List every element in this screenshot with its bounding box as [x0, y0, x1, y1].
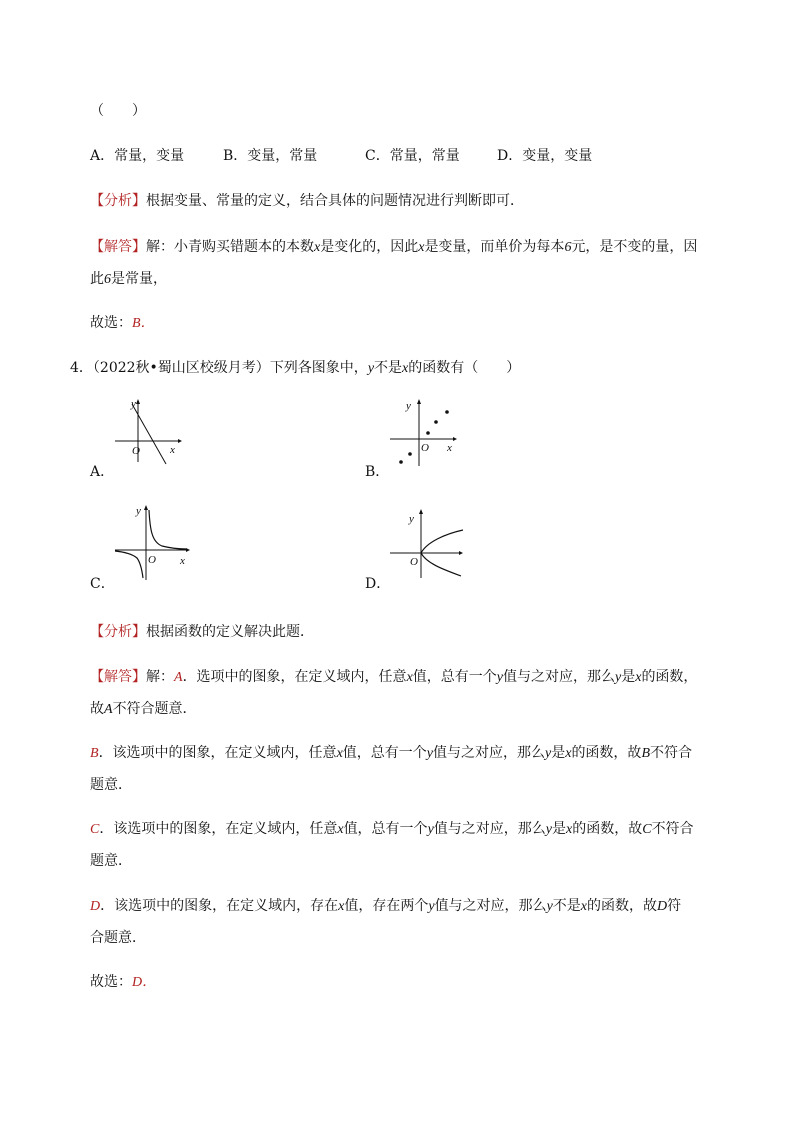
point	[399, 460, 403, 464]
q4-answer-a-line2: 故A不符合题意．	[90, 701, 197, 717]
point	[408, 452, 412, 456]
answer-tag: 【解答】	[90, 239, 146, 255]
q4-answer-b-line2: 题意．	[90, 777, 132, 793]
graph-b	[385, 396, 465, 466]
q4-answer-d-line2: 合题意．	[90, 930, 146, 946]
graph-a-label: A．	[90, 464, 115, 480]
q4-answer-a-line1: 【解答】解：A．选项中的图象，在定义域内，任意x值，总有一个y值与之对应，那么y是x的函数，	[90, 669, 698, 685]
graph-d-label: D．	[365, 576, 391, 592]
point	[434, 420, 438, 424]
answer-tag: 【解答】	[90, 669, 146, 685]
q4-analysis: 【分析】根据函数的定义解决此题．	[90, 624, 314, 640]
q4-answer-c-line1: C．该选项中的图象，在定义域内，任意x值，总有一个y值与之对应，那么y是x的函数，故C不符合	[90, 821, 694, 837]
axis-y-label: y	[136, 505, 141, 517]
q4-answer-c-line2: 题意．	[90, 853, 132, 869]
option-c: C．常量，常量	[365, 148, 460, 164]
axis-y-label: y	[131, 398, 136, 410]
option-a: A．常量，变量	[90, 148, 185, 164]
analysis-tag: 【分析】	[90, 624, 146, 640]
origin-label: O	[421, 442, 429, 454]
question-paren: （ ）	[90, 103, 146, 119]
point	[426, 431, 430, 435]
option-b: B．变量，常量	[223, 148, 318, 164]
axis-x-label: x	[170, 444, 175, 456]
axis-x-label: x	[180, 555, 185, 567]
option-d: D．变量，变量	[497, 148, 593, 164]
graph-a	[110, 396, 190, 466]
graph-d	[385, 506, 470, 582]
graph-b-label: B．	[365, 464, 390, 480]
q4-stem: 4．（2022秋•蜀山区校级月考）下列各图象中，y不是x的函数有（ ）	[70, 360, 521, 376]
axis-x-label: x	[447, 442, 452, 454]
origin-label: O	[410, 556, 418, 568]
origin-label: O	[132, 445, 140, 457]
q3-choose: 故选：B．	[90, 315, 155, 331]
q4-answer-d-line1: D．该选项中的图象，在定义域内，存在x值，存在两个y值与之对应，那么y不是x的函数，故D符	[90, 898, 682, 914]
q3-answer-line2: 此6是常量，	[90, 271, 167, 287]
q4-choose: 故选：D．	[90, 974, 157, 990]
q4-answer-b-line1: B．该选项中的图象，在定义域内，任意x值，总有一个y值与之对应，那么y是x的函数，故B不符合	[90, 745, 692, 761]
graph-c-label: C．	[90, 576, 115, 592]
origin-label: O	[148, 554, 156, 566]
q3-analysis: 【分析】根据变量、常量的定义，结合具体的问题情况进行判断即可．	[90, 193, 524, 209]
analysis-tag: 【分析】	[90, 193, 146, 209]
axis-y-label: y	[409, 513, 414, 525]
q3-answer-line1: 【解答】解：小青购买错题本的本数x是变化的，因此x是变量，而单价为每本6元，是不变的量，因	[90, 239, 698, 255]
graph-c	[110, 500, 195, 582]
axis-y-label: y	[406, 400, 411, 412]
point	[445, 410, 449, 414]
